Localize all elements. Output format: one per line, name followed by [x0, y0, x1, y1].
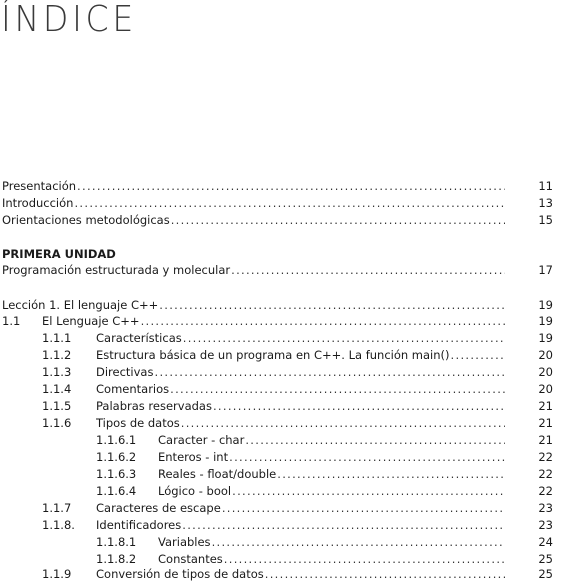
toc-entry-label: Programación estructurada y molecular: [2, 263, 231, 277]
dot-leader: [451, 347, 505, 364]
toc-entry-label: Constantes: [158, 552, 223, 566]
toc-entry-label: Enteros - int: [158, 450, 229, 464]
toc-entry-label: El Lenguaje C++: [42, 314, 140, 328]
toc-section-number: 1.1.6.3: [96, 467, 137, 481]
dot-leader: [245, 432, 505, 449]
dot-leader: [170, 381, 505, 398]
dot-leader: [213, 398, 505, 415]
toc-entry-label: Lección 1. El lenguaje C++: [2, 298, 159, 312]
toc-entry-label: Caracter - char: [158, 433, 245, 447]
dot-leader: [74, 195, 505, 212]
toc-entry[interactable]: [0, 364, 561, 381]
toc-entry-section[interactable]: [0, 313, 561, 330]
toc-section-number: 1.1.4: [42, 382, 72, 396]
toc-entry-label: Tipos de datos: [96, 416, 180, 430]
toc-section-number: 1.1: [2, 314, 21, 328]
toc-entry[interactable]: [0, 483, 561, 500]
toc-page-number: 23: [538, 518, 553, 532]
toc-entry[interactable]: [0, 381, 561, 398]
toc-entry-unit-subtitle[interactable]: [0, 262, 561, 279]
toc-entry-label: Estructura básica de un programa en C++. La función main(): [96, 348, 450, 362]
toc-section-number: 1.1.6: [42, 416, 72, 430]
toc-entry-orientaciones[interactable]: [0, 212, 561, 229]
toc-section-number: 1.1.1: [42, 331, 72, 345]
toc-section-number: 1.1.9: [42, 567, 72, 581]
dot-leader: [265, 566, 505, 583]
unit-heading: PRIMERA UNIDAD: [2, 247, 116, 261]
toc-entry-label: Variables: [158, 535, 211, 549]
toc-page-number: 20: [538, 365, 553, 379]
toc-entry-presentacion[interactable]: [0, 178, 561, 195]
toc-entry[interactable]: [0, 466, 561, 483]
toc-section-number: 1.1.2: [42, 348, 72, 362]
dot-leader: [222, 500, 505, 517]
toc-page-number: 25: [538, 552, 553, 566]
page-title: ÍNDICE: [1, 0, 137, 40]
toc-entry-label: Palabras reservadas: [96, 399, 212, 413]
toc-page-number: 19: [538, 298, 553, 312]
toc-entry[interactable]: [0, 500, 561, 517]
toc-entry[interactable]: [0, 432, 561, 449]
toc-page-number: 21: [538, 399, 553, 413]
toc-page-number: 19: [538, 314, 553, 328]
toc-page-number: 22: [538, 467, 553, 481]
toc-page-number: 15: [538, 213, 553, 227]
toc-entry-label: Caracteres de escape: [96, 501, 221, 515]
dot-leader: [229, 449, 505, 466]
toc-page-number: 21: [538, 416, 553, 430]
toc-entry-label: Comentarios: [96, 382, 170, 396]
dot-leader: [181, 415, 505, 432]
toc-page-number: 11: [538, 179, 553, 193]
toc-section-number: 1.1.8.2: [96, 552, 137, 566]
toc-entry[interactable]: [0, 347, 561, 364]
dot-leader: [171, 212, 505, 229]
toc-section-number: 1.1.6.4: [96, 484, 137, 498]
toc-page-number: 21: [538, 433, 553, 447]
toc-entry-label: Conversión de tipos de datos: [96, 567, 264, 581]
dot-leader: [183, 330, 505, 347]
toc-entry-label: Presentación: [2, 179, 77, 193]
toc-entry[interactable]: [0, 330, 561, 347]
toc-entry-label: Características: [96, 331, 182, 345]
toc-page-number: 19: [538, 331, 553, 345]
toc-page-number: 13: [538, 196, 553, 210]
toc-entry-label: Identificadores: [96, 518, 182, 532]
toc-entry[interactable]: [0, 566, 561, 583]
toc-entry-introduccion[interactable]: [0, 195, 561, 212]
dot-leader: [159, 297, 505, 314]
toc-entry-label: Introducción: [2, 196, 74, 210]
dot-leader: [212, 534, 505, 551]
toc-section-number: 1.1.7: [42, 501, 72, 515]
dot-leader: [77, 178, 505, 195]
toc-entry[interactable]: [0, 415, 561, 432]
toc-page-number: 20: [538, 382, 553, 396]
dot-leader: [232, 483, 505, 500]
toc-entry[interactable]: [0, 398, 561, 415]
toc-section-number: 1.1.5: [42, 399, 72, 413]
toc-entry[interactable]: [0, 534, 561, 551]
toc-section-number: 1.1.8.: [42, 518, 75, 532]
dot-leader: [231, 262, 505, 279]
toc-page-number: 17: [538, 263, 553, 277]
toc-page-number: 23: [538, 501, 553, 515]
toc-entry-lesson[interactable]: [0, 297, 561, 314]
toc-section-number: 1.1.3: [42, 365, 72, 379]
dot-leader: [277, 466, 505, 483]
toc-section-number: 1.1.8.1: [96, 535, 137, 549]
toc-section-number: 1.1.6.2: [96, 450, 137, 464]
toc-page-number: 20: [538, 348, 553, 362]
toc-page-number: 22: [538, 450, 553, 464]
toc-section-number: 1.1.6.1: [96, 433, 137, 447]
dot-leader: [141, 313, 505, 330]
toc-entry[interactable]: [0, 517, 561, 534]
toc-page-number: 24: [538, 535, 553, 549]
toc-entry-label: Lógico - bool: [158, 484, 232, 498]
dot-leader: [154, 364, 505, 381]
toc-page-number: 22: [538, 484, 553, 498]
dot-leader: [182, 517, 505, 534]
toc-entry-label: Reales - float/double: [158, 467, 277, 481]
toc-entry-label: Orientaciones metodológicas: [2, 213, 170, 227]
toc-page-number: 25: [538, 567, 553, 581]
toc-entry-label: Directivas: [96, 365, 154, 379]
toc-entry[interactable]: [0, 449, 561, 466]
